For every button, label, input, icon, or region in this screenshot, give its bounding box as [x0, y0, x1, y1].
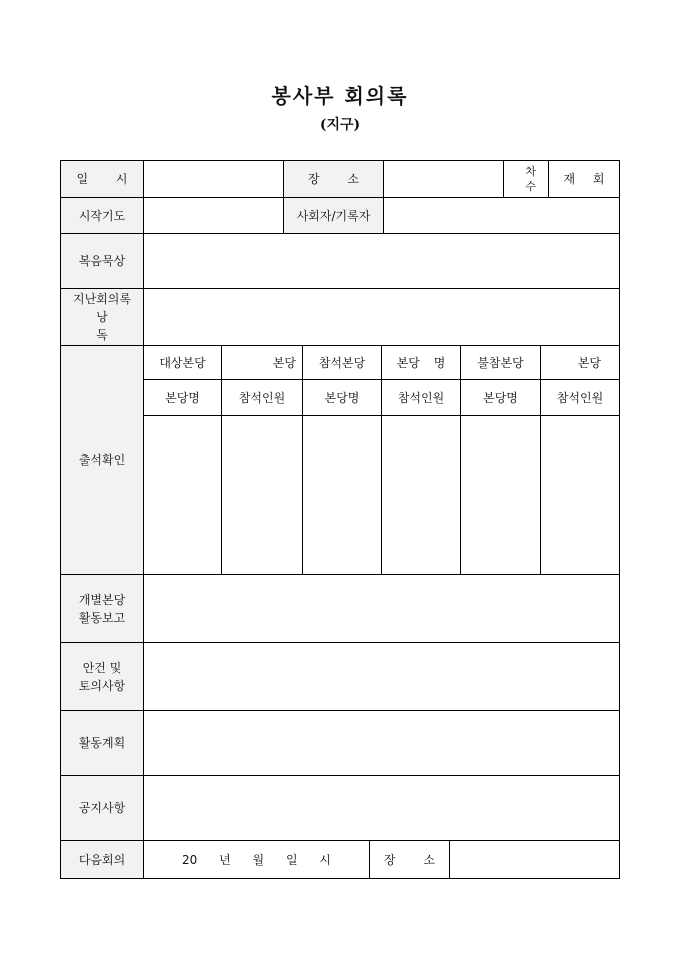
- parish-reports-label-line2: 활동보고: [78, 610, 126, 625]
- previous-minutes-label-line1: 지난회의록: [73, 292, 131, 306]
- gospel-reading-field[interactable]: [144, 234, 619, 289]
- prayer-field[interactable]: [144, 198, 284, 234]
- notice-field[interactable]: [144, 776, 619, 841]
- gospel-reading-label: 복음묵상: [61, 234, 144, 289]
- attendance-entry-cell[interactable]: [461, 416, 541, 575]
- agenda-label: [61, 643, 144, 711]
- target-parish-label: 대상본당: [144, 346, 222, 380]
- minutes-form: [60, 160, 620, 879]
- present-parish-count[interactable]: 본당 명: [382, 346, 461, 380]
- place-field[interactable]: [384, 161, 504, 198]
- column-header: 참석인원: [382, 380, 461, 416]
- agenda-label-line2: 토의사항: [78, 678, 126, 693]
- agenda-label-line1: 안건 및: [82, 660, 122, 675]
- present-parish-label: 참석본당: [303, 346, 382, 380]
- activity-plan-field[interactable]: [144, 711, 619, 776]
- prayer-label: 시작기도: [61, 198, 144, 234]
- previous-minutes-label: [61, 289, 144, 346]
- host-recorder-field[interactable]: [384, 198, 619, 234]
- absent-parish-label: 불참본당: [461, 346, 541, 380]
- parish-reports-label: [61, 575, 144, 643]
- column-header: 참석인원: [222, 380, 303, 416]
- attendance-entry-cell[interactable]: [382, 416, 461, 575]
- attendance-entry-cell[interactable]: [144, 416, 222, 575]
- next-meeting-place-field[interactable]: [450, 841, 619, 878]
- next-meeting-label: 다음회의: [61, 841, 144, 878]
- seq-label: 차 수: [504, 161, 549, 198]
- notice-label: 공지사항: [61, 776, 144, 841]
- next-meeting-place-label: 장 소: [370, 841, 450, 878]
- seq-value: 재 회: [549, 161, 619, 198]
- activity-plan-label: 활동계획: [61, 711, 144, 776]
- next-meeting-date[interactable]: 20 년 월 일 시: [144, 841, 370, 878]
- target-parish-count[interactable]: 본당: [222, 346, 303, 380]
- form-title: 봉사부 회의록: [271, 84, 409, 108]
- column-header: 본당명: [144, 380, 222, 416]
- previous-minutes-label-line2: 낭 독: [96, 310, 122, 342]
- column-header: 본당명: [303, 380, 382, 416]
- parish-reports-field[interactable]: [144, 575, 619, 643]
- attendance-label: 출석확인: [61, 346, 144, 575]
- attendance-entry-cell[interactable]: [222, 416, 303, 575]
- attendance-entry-cell[interactable]: [303, 416, 382, 575]
- absent-parish-count[interactable]: 본당: [541, 346, 619, 380]
- datetime-field[interactable]: [144, 161, 284, 198]
- form-subtitle: (지구): [319, 117, 361, 133]
- host-recorder-label: 사회자/기록자: [284, 198, 384, 234]
- attendance-entry-cell[interactable]: [541, 416, 619, 575]
- agenda-field[interactable]: [144, 643, 619, 711]
- column-header: 본당명: [461, 380, 541, 416]
- parish-reports-label-line1: 개별본당: [78, 592, 126, 607]
- datetime-label: 일 시: [61, 161, 144, 198]
- column-header: 참석인원: [541, 380, 619, 416]
- place-label: 장 소: [284, 161, 384, 198]
- previous-minutes-field[interactable]: [144, 289, 619, 346]
